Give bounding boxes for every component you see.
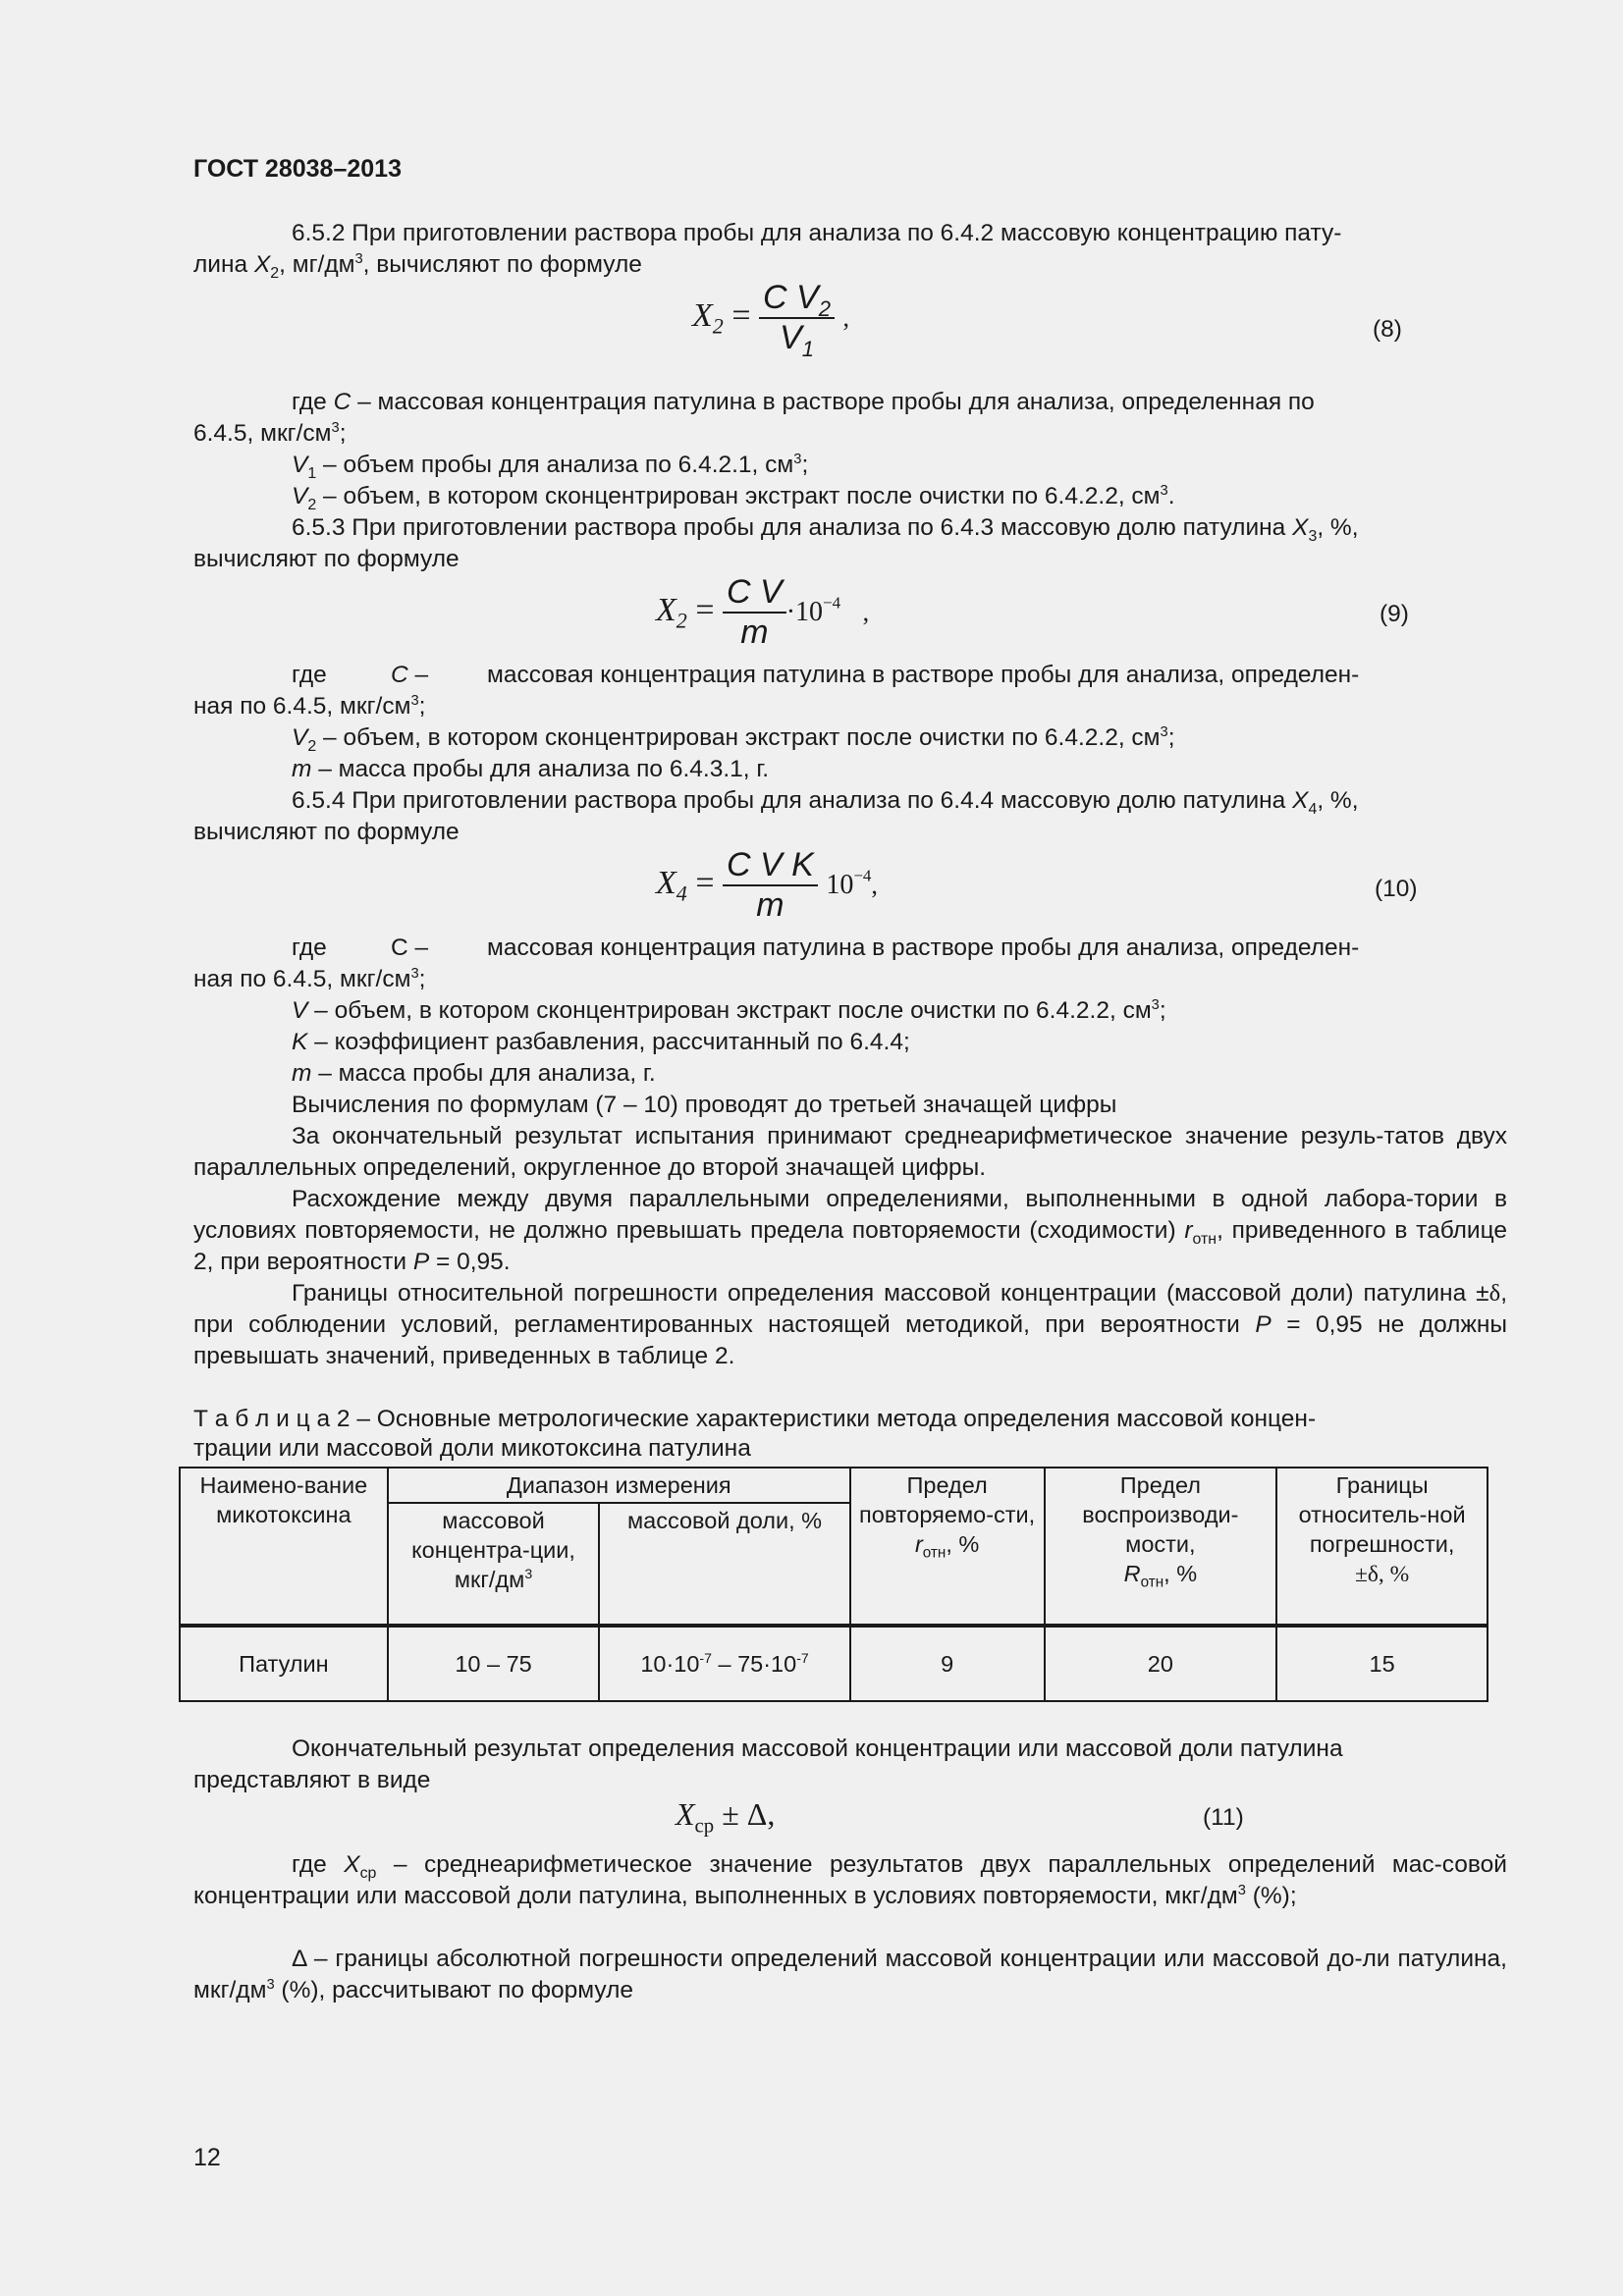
formula-8: $X_2$ = $\frac{C V_2}{V_1}$ , [692,279,849,361]
document-code: ГОСТ 28038–2013 [193,155,402,183]
header-concentration: массовой концентра-ции, мкг/$дм^3$ [388,1503,600,1626]
header-bounds: Границы относитель-ной погрешности, ±δ, % [1276,1468,1488,1626]
equation-number-8: (8) [1373,316,1402,343]
table-row [180,1626,1488,1701]
cell-fraction: $10\cdot 10^{-7} - 75\cdot 10^{-7}$ [599,1626,849,1701]
cell-bounds: 15 [1276,1626,1488,1701]
table-header-row-1 [180,1468,1488,1503]
where-10-c-var: С – [391,934,429,961]
formula-11: $X_{ср} \pm \Delta$, [676,1796,776,1838]
where-10-v: V – объем, в котором сконцентрирован экстракт после очистки по 6.4.2.2, $см^3$; [292,996,1166,1024]
where-10-k: K – коэффициент разбавления, рассчитанный по 6.4.4; [292,1029,910,1055]
table-2-caption: Т а б л и ц а 2 – Основные метрологические характеристики метода определения массовой концен- трации или массовой доли микотоксина патулина [193,1406,1317,1462]
where-10-label: где [292,934,327,961]
where-10-c-text: массовая концентрация патулина в растворе пробы для анализа, определен- [487,934,1360,961]
table-2 [179,1467,1488,1702]
paragraph-result-form: Окончательный результат определения массовой концентрации или массовой доли патулина представляют в виде [193,1735,1343,1793]
where-10-c-cont: ная по 6.4.5, мкг/$см^3$; [193,965,426,992]
cell-concentration: 10 – 75 [388,1626,600,1701]
where-8-c: где C – массовая концентрация патулина в растворе пробы для анализа, определенная по 6.4.5, мкг/$см^3$; [193,389,1315,447]
header-fraction: массовой доли, % [599,1503,849,1626]
header-repeatability: Предел повторяемо-сти, $r_{отн}$, % [850,1468,1045,1626]
cell-reproducibility: 20 [1045,1626,1277,1701]
where-9-c-cont: ная по 6.4.5, мкг/$см^3$; [193,692,426,720]
where-9-c-var: C – [391,662,429,688]
where-10-m: m – масса пробы для анализа, г. [292,1060,656,1087]
where-9-c-text: массовая концентрация патулина в растворе пробы для анализа, определен- [487,662,1360,688]
equation-number-9: (9) [1380,601,1409,627]
paragraph-6-5-2: 6.5.2 При приготовлении раствора пробы для анализа по 6.4.2 массовую концентрацию пату- лина $X_2$, $мг/дм^3$, вычисляют по формуле [193,220,1342,282]
where-9-v2: $V_2$ – объем, в котором сконцентрирован экстракт после очистки по 6.4.2.2, $см^3$; [292,723,1175,755]
where-8-v2: $V_2$ – объем, в котором сконцентрирован экстракт после очистки по 6.4.2.2, $см^3$. [292,482,1175,513]
where-11-xcp: где $X_{ср}$ – среднеарифметическое значение результатов двух параллельных определений мас-совой концентрации или массовой доли патулина, выполненных в условиях повторяемости, мкг/$дм^3$ (%); [193,1851,1507,1909]
page-number: 12 [193,2144,221,2171]
formula-10: $X_4$ = $\frac{\text{C V K}}{m}$ $10^{-4}$, [656,846,878,924]
where-9-m: m – масса пробы для анализа по 6.4.3.1, г. [292,756,770,782]
equation-number-10: (10) [1375,876,1418,902]
header-name: Наимено-вание микотоксина [180,1468,388,1626]
cell-name: Патулин [180,1626,388,1701]
paragraph-final-result: За окончательный результат испытания принимают среднеарифметическое значение резуль-татов двух параллельных определений, округленное до второй значащей цифры. [193,1123,1507,1181]
paragraph-divergence: Расхождение между двумя параллельными определениями, выполненными в одной лабора-тории в условиях повторяемости, не должно превышать предела повторяемости (сходимости) $r_{отн}$, приведенного в таблице 2, при вероятности P = 0,95. [193,1186,1507,1275]
equation-number-11: (11) [1203,1804,1244,1831]
where-8-v1: $V_1$ – объем пробы для анализа по 6.4.2.1, $см^3$; [292,451,809,482]
formula-9: $X_2$ = $\frac{\text{C V}}{m}$ $\cdot 10^{-4}$ , [656,573,870,651]
where-9-label: где [292,662,327,688]
calculation-note: Вычисления по формулам (7 – 10) проводят до третьей значащей цифры [292,1092,1117,1118]
header-reproducibility: Предел воспроизводи-мости, $R_{отн}$, % [1045,1468,1277,1626]
header-range: Диапазон измерения [388,1468,850,1503]
paragraph-6-5-4: 6.5.4 При приготовлении раствора пробы для анализа по 6.4.4 массовую долю патулина $X_4$, %, вычисляют по формуле [193,787,1359,845]
cell-repeatability: 9 [850,1626,1045,1701]
paragraph-error-bounds: Границы относительной погрешности определения массовой концентрации (массовой доли) патулина ±δ, при соблюдении условий, регламентированных настоящей методикой, при вероятности P = 0,95 не должны превышать значений, приведенных в таблице 2. [193,1280,1507,1369]
paragraph-6-5-3: 6.5.3 При приготовлении раствора пробы для анализа по 6.4.3 массовую долю патулина $X_3$, %, вычисляют по формуле [193,514,1359,572]
where-11-delta: Δ – границы абсолютной погрешности определений массовой концентрации или массовой до-ли патулина, мкг/$дм^3$ (%), рассчитывают по формуле [193,1946,1507,2003]
